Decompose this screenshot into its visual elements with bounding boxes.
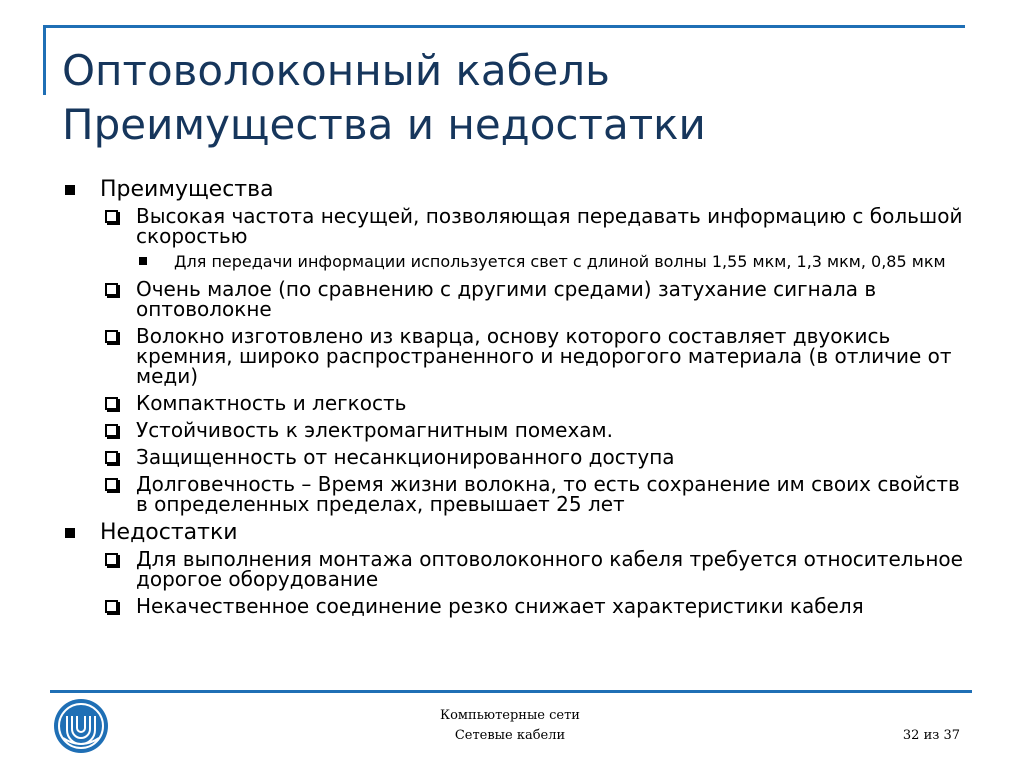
checkbox-bullet-icon	[105, 397, 118, 410]
advantage-text: Очень малое (по сравнению с другими средами) затухание сигнала в оптоволокне	[136, 277, 877, 321]
advantage-item	[100, 474, 972, 514]
checkbox-bullet-icon	[105, 478, 118, 491]
slide-title-line-1: Оптоволоконный кабель	[62, 46, 610, 95]
footer-topic-name: Сетевые кабели	[454, 728, 566, 743]
section-advantages	[62, 178, 972, 202]
footer-rule	[50, 690, 972, 693]
advantage-text: Защищенность от несанкционированного доступа	[136, 445, 675, 469]
section-heading: Преимущества	[100, 177, 274, 202]
checkbox-bullet-icon	[105, 451, 118, 464]
advantage-text: Компактность и легкость	[136, 391, 407, 415]
slide-title-line-2: Преимущества и недостатки	[62, 100, 706, 149]
checkbox-bullet-icon	[105, 424, 118, 437]
checkbox-bullet-icon	[105, 330, 118, 343]
checkbox-bullet-icon	[105, 600, 118, 613]
slide-body	[62, 178, 972, 623]
section-heading: Недостатки	[100, 520, 238, 545]
square-bullet-icon	[65, 528, 75, 538]
advantage-text: Долговечность – Время жизни волокна, то есть сохранение им своих свойств в определенных пределах, превышает 25 лет	[136, 472, 960, 516]
advantage-item	[100, 279, 972, 319]
checkbox-bullet-icon	[105, 553, 118, 566]
advantage-text: Высокая частота несущей, позволяющая передавать информацию с большой скоростью	[136, 204, 963, 248]
disadvantage-item	[100, 549, 972, 589]
disadvantage-text: Некачественное соединение резко снижает характеристики кабеля	[136, 594, 864, 618]
advantage-item	[100, 206, 972, 246]
advantage-text: Волокно изготовлено из кварца, основу которого составляет двуокись кремния, широко распространенного и недорогого материала (в отличие от меди)	[136, 324, 952, 388]
title-left-rule	[43, 25, 46, 95]
square-bullet-icon	[65, 185, 75, 195]
advantage-item	[100, 447, 972, 467]
advantage-item	[100, 326, 972, 386]
advantage-item	[100, 420, 972, 440]
footer-course-name: Компьютерные сети	[440, 708, 580, 723]
checkbox-bullet-icon	[105, 283, 118, 296]
advantage-item	[100, 393, 972, 413]
page-number: 32 из 37	[902, 728, 960, 743]
advantage-text: Устойчивость к электромагнитным помехам.	[136, 418, 613, 442]
disadvantage-item	[100, 596, 972, 616]
advantage-subitem-text: Для передачи информации используется свет с длиной волны 1,55 мкм, 1,3 мкм, 0,85 мкм	[174, 252, 946, 271]
small-square-bullet-icon	[139, 257, 147, 265]
section-disadvantages	[62, 521, 972, 545]
advantage-subitem	[136, 253, 972, 271]
slide-title	[62, 44, 706, 152]
checkbox-bullet-icon	[105, 210, 118, 223]
disadvantage-text: Для выполнения монтажа оптоволоконного кабеля требуется относительное дорогое оборудование	[136, 547, 963, 591]
title-top-rule	[44, 25, 965, 28]
unn-logo-icon	[53, 698, 109, 754]
